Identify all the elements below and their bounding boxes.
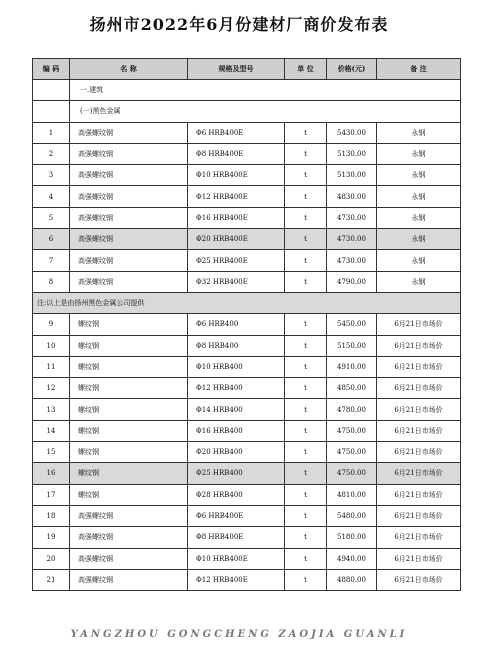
cell-spec: Φ8 HRB400E — [188, 527, 285, 548]
cell-unit: t — [285, 548, 327, 569]
cell-name: 高强螺纹钢 — [70, 505, 188, 526]
cell-price: 4830.00 — [327, 186, 377, 207]
cell-name: 螺纹钢 — [70, 314, 188, 335]
cell-price: 5450.00 — [327, 314, 377, 335]
table-header-row — [33, 59, 461, 80]
table-row — [33, 335, 461, 356]
cell-code: 7 — [33, 250, 70, 271]
cell-code: 12 — [33, 378, 70, 399]
cell-price: 5150.00 — [327, 335, 377, 356]
cell-remark: 6月21日市场价 — [377, 399, 461, 420]
cell-unit: t — [285, 207, 327, 228]
cell-price: 4810.00 — [327, 484, 377, 505]
cell-unit: t — [285, 229, 327, 250]
price-table — [32, 58, 461, 591]
cell-spec: Φ12 HRB400E — [188, 186, 285, 207]
cell-remark: 永钢 — [377, 165, 461, 186]
footer-text: YANGZHOU GONGCHENG ZAOJIA GUANLI — [70, 629, 408, 640]
cell-name: 高强螺纹钢 — [70, 527, 188, 548]
cell-name: 高强螺纹钢 — [70, 229, 188, 250]
cell-code: 1 — [33, 122, 70, 143]
table-row — [33, 505, 461, 526]
cell-name: 螺纹钢 — [70, 335, 188, 356]
cell-code: 11 — [33, 356, 70, 377]
cell-code: 8 — [33, 271, 70, 292]
cell-price: 4750.00 — [327, 463, 377, 484]
cell-unit: t — [285, 271, 327, 292]
cell-unit: t — [285, 420, 327, 441]
table-row — [33, 484, 461, 505]
cell-remark: 6月21日市场价 — [377, 484, 461, 505]
cell-name: 螺纹钢 — [70, 463, 188, 484]
cell-name: 高强螺纹钢 — [70, 271, 188, 292]
table-row — [33, 207, 461, 228]
cell-spec: Φ32 HRB400E — [188, 271, 285, 292]
cell-name: 螺纹钢 — [70, 378, 188, 399]
header-remark: 备 注 — [377, 59, 461, 80]
note-row — [33, 292, 461, 313]
cell-code: 15 — [33, 442, 70, 463]
cell-code: 14 — [33, 420, 70, 441]
cell-remark: 永钢 — [377, 186, 461, 207]
cell-price: 5180.00 — [327, 527, 377, 548]
subsection-title: (一)黑色金属 — [70, 101, 461, 122]
cell-name: 螺纹钢 — [70, 420, 188, 441]
cell-remark: 永钢 — [377, 271, 461, 292]
cell-spec: Φ6 HRB400 — [188, 314, 285, 335]
cell-name: 高强螺纹钢 — [70, 165, 188, 186]
cell-price: 4730.00 — [327, 250, 377, 271]
header-price: 价格(元) — [327, 59, 377, 80]
table-row — [33, 378, 461, 399]
table-row — [33, 463, 461, 484]
table-row — [33, 271, 461, 292]
cell-price: 4880.00 — [327, 569, 377, 590]
cell-unit: t — [285, 356, 327, 377]
header-spec: 规格及型号 — [188, 59, 285, 80]
cell-spec: Φ10 HRB400 — [188, 356, 285, 377]
table-row — [33, 250, 461, 271]
cell-price: 5430.00 — [327, 122, 377, 143]
table-row — [33, 420, 461, 441]
cell-price: 5480.00 — [327, 505, 377, 526]
cell-price: 4750.00 — [327, 420, 377, 441]
cell-price: 4730.00 — [327, 207, 377, 228]
cell-spec: Φ25 HRB400 — [188, 463, 285, 484]
section-title: 一.建筑 — [70, 80, 461, 101]
table-row — [33, 569, 461, 590]
cell-name: 高强螺纹钢 — [70, 569, 188, 590]
table-row — [33, 548, 461, 569]
cell-unit: t — [285, 463, 327, 484]
table-row — [33, 527, 461, 548]
cell-remark: 6月21日市场价 — [377, 378, 461, 399]
cell-code: 21 — [33, 569, 70, 590]
cell-remark: 6月21日市场价 — [377, 505, 461, 526]
cell-spec: Φ8 HRB400E — [188, 143, 285, 164]
cell-name: 螺纹钢 — [70, 442, 188, 463]
cell-remark: 6月21日市场价 — [377, 420, 461, 441]
cell-unit: t — [285, 186, 327, 207]
cell-code: 2 — [33, 143, 70, 164]
cell-unit: t — [285, 569, 327, 590]
cell-remark: 6月21日市场价 — [377, 314, 461, 335]
cell-code: 4 — [33, 186, 70, 207]
cell-code: 6 — [33, 229, 70, 250]
cell-code: 10 — [33, 335, 70, 356]
cell-code: 17 — [33, 484, 70, 505]
header-code: 编 码 — [33, 59, 70, 80]
cell-unit: t — [285, 165, 327, 186]
note-text: 注:以上是由扬州黑色金属公司提供 — [33, 292, 461, 313]
cell-unit: t — [285, 442, 327, 463]
cell-code: 9 — [33, 314, 70, 335]
cell-spec: Φ8 HRB400 — [188, 335, 285, 356]
cell-spec: Φ10 HRB400E — [188, 548, 285, 569]
cell-remark: 6月21日市场价 — [377, 356, 461, 377]
cell-price: 4790.00 — [327, 271, 377, 292]
cell-code: 5 — [33, 207, 70, 228]
cell-remark: 6月21日市场价 — [377, 442, 461, 463]
cell-price: 5130.00 — [327, 165, 377, 186]
subsection-row — [33, 101, 461, 122]
cell-code: 3 — [33, 165, 70, 186]
cell-remark: 6月21日市场价 — [377, 527, 461, 548]
cell-code: 13 — [33, 399, 70, 420]
cell-name: 高强螺纹钢 — [70, 207, 188, 228]
cell-name: 螺纹钢 — [70, 356, 188, 377]
cell-remark: 6月21日市场价 — [377, 548, 461, 569]
cell-unit: t — [285, 250, 327, 271]
cell-spec: Φ6 HRB400E — [188, 122, 285, 143]
cell-remark: 6月21日市场价 — [377, 463, 461, 484]
cell-name: 高强螺纹钢 — [70, 122, 188, 143]
cell-spec: Φ28 HRB400 — [188, 484, 285, 505]
page-title: 扬州市2022年6月份建材厂商价发布表 — [89, 15, 389, 34]
cell-spec: Φ20 HRB400 — [188, 442, 285, 463]
cell-spec: Φ25 HRB400E — [188, 250, 285, 271]
cell-code: 18 — [33, 505, 70, 526]
cell-remark: 永钢 — [377, 143, 461, 164]
cell-price: 4780.00 — [327, 399, 377, 420]
cell-code: 16 — [33, 463, 70, 484]
table-row — [33, 442, 461, 463]
table-row — [33, 165, 461, 186]
cell-price: 4910.00 — [327, 356, 377, 377]
cell-spec: Φ6 HRB400E — [188, 505, 285, 526]
cell-code: 19 — [33, 527, 70, 548]
cell-price: 5130.00 — [327, 143, 377, 164]
cell-unit: t — [285, 527, 327, 548]
cell-remark: 永钢 — [377, 122, 461, 143]
cell-spec: Φ12 HRB400E — [188, 569, 285, 590]
cell-unit: t — [285, 378, 327, 399]
cell-remark: 6月21日市场价 — [377, 569, 461, 590]
table-row — [33, 314, 461, 335]
cell-unit: t — [285, 122, 327, 143]
cell-unit: t — [285, 335, 327, 356]
table-row — [33, 229, 461, 250]
cell-spec: Φ20 HRB400E — [188, 229, 285, 250]
header-unit: 单 位 — [285, 59, 327, 80]
cell-remark: 永钢 — [377, 229, 461, 250]
cell-name: 高强螺纹钢 — [70, 143, 188, 164]
cell-unit: t — [285, 505, 327, 526]
table-row — [33, 399, 461, 420]
cell-price: 4750.00 — [327, 442, 377, 463]
table-row — [33, 186, 461, 207]
table-row — [33, 122, 461, 143]
cell-name: 高强螺纹钢 — [70, 250, 188, 271]
section-row — [33, 80, 461, 101]
cell-price: 4940.00 — [327, 548, 377, 569]
cell-name: 螺纹钢 — [70, 484, 188, 505]
cell-spec: Φ16 HRB400 — [188, 420, 285, 441]
cell-unit: t — [285, 484, 327, 505]
table-row — [33, 143, 461, 164]
cell-name: 高强螺纹钢 — [70, 186, 188, 207]
cell-spec: Φ16 HRB400E — [188, 207, 285, 228]
cell-unit: t — [285, 143, 327, 164]
cell-unit: t — [285, 314, 327, 335]
cell-spec: Φ14 HRB400 — [188, 399, 285, 420]
cell-remark: 6月21日市场价 — [377, 335, 461, 356]
cell-code: 20 — [33, 548, 70, 569]
cell-remark: 永钢 — [377, 207, 461, 228]
cell-price: 4850.00 — [327, 378, 377, 399]
cell-spec: Φ10 HRB400E — [188, 165, 285, 186]
cell-spec: Φ12 HRB400 — [188, 378, 285, 399]
table-row — [33, 356, 461, 377]
cell-remark: 永钢 — [377, 250, 461, 271]
cell-name: 高强螺纹钢 — [70, 548, 188, 569]
cell-price: 4730.00 — [327, 229, 377, 250]
cell-unit: t — [285, 399, 327, 420]
cell-name: 螺纹钢 — [70, 399, 188, 420]
header-name: 名 称 — [70, 59, 188, 80]
